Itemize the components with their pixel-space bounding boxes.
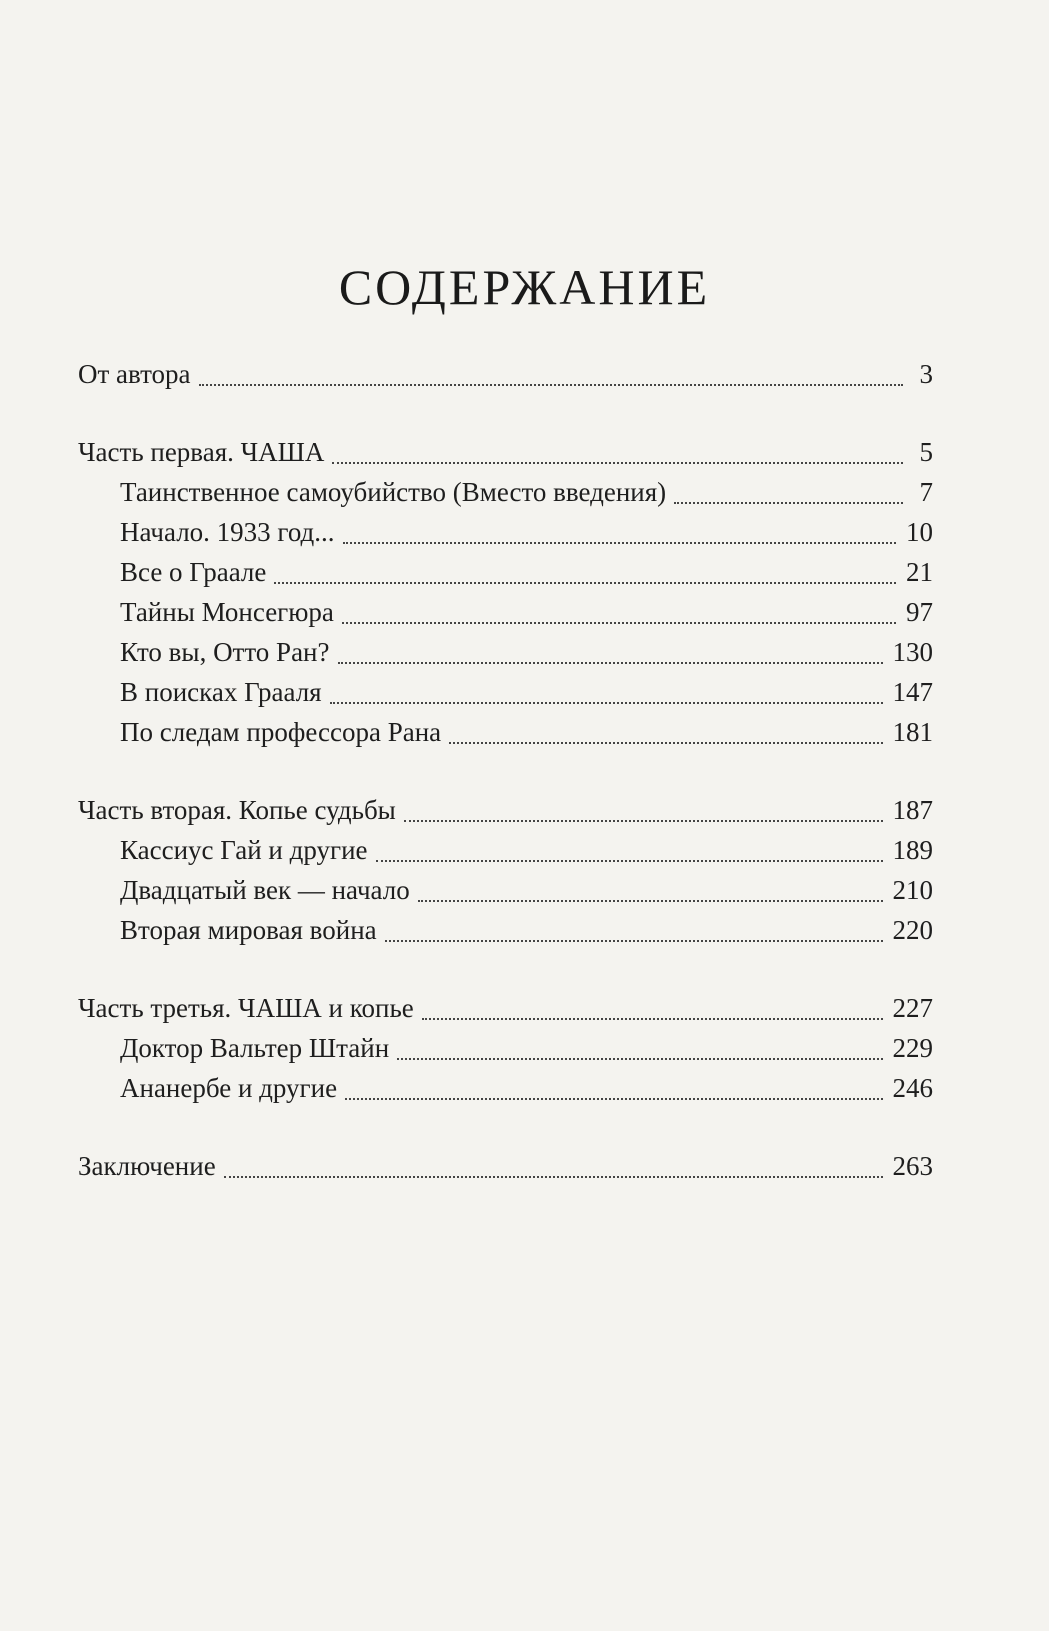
dot-leader <box>342 622 896 624</box>
toc-entry <box>78 354 933 394</box>
dot-leader <box>376 860 883 862</box>
toc-entry-title: Таинственное самоубийство (Вместо введения) <box>120 477 667 507</box>
toc-subentry <box>78 632 933 672</box>
toc-entry-title: Начало. 1933 год... <box>120 517 335 547</box>
toc-entry <box>78 1146 933 1186</box>
toc-entry-title: Кто вы, Отто Ран? <box>120 637 330 667</box>
toc-page-number: 189 <box>892 835 933 865</box>
toc-page-number: 97 <box>906 597 933 627</box>
dot-leader <box>404 820 883 822</box>
toc-subentry <box>78 830 933 870</box>
toc-page-number: 5 <box>919 437 933 467</box>
dot-leader <box>449 742 882 744</box>
dot-leader <box>674 502 903 504</box>
toc-page-number: 147 <box>892 677 933 707</box>
toc-entry-title: Все о Граале <box>120 557 267 587</box>
toc-entry-title: Ананербе и другие <box>120 1073 338 1103</box>
table-of-contents <box>78 354 933 1186</box>
dot-leader <box>385 940 883 942</box>
toc-entry-title: Часть вторая. Копье судьбы <box>78 795 396 825</box>
toc-subentry <box>78 712 933 752</box>
toc-page-number: 220 <box>892 915 933 945</box>
toc-spacer <box>78 950 933 988</box>
toc-spacer <box>78 394 933 432</box>
toc-entry <box>78 432 933 472</box>
toc-subentry <box>78 672 933 712</box>
toc-entry <box>78 988 933 1028</box>
toc-subentry <box>78 910 933 950</box>
dot-leader <box>199 384 903 386</box>
dot-leader <box>338 662 883 664</box>
toc-page-number: 21 <box>906 557 933 587</box>
toc-page-number: 3 <box>919 359 933 389</box>
toc-subentry <box>78 552 933 592</box>
toc-subentry <box>78 1068 933 1108</box>
page-title: СОДЕРЖАНИЕ <box>338 259 711 315</box>
toc-page-number: 246 <box>892 1073 933 1103</box>
toc-entry-title: Вторая мировая война <box>120 915 377 945</box>
toc-entry-title: В поисках Грааля <box>120 677 322 707</box>
toc-page-number: 227 <box>892 993 933 1023</box>
toc-entry-title: По следам профессора Рана <box>120 717 442 747</box>
dot-leader <box>418 900 883 902</box>
toc-subentry <box>78 592 933 632</box>
toc-entry-title: Тайны Монсегюра <box>120 597 334 627</box>
toc-page-number: 229 <box>892 1033 933 1063</box>
toc-entry-title: Кассиус Гай и другие <box>120 835 368 865</box>
toc-spacer <box>78 752 933 790</box>
toc-spacer <box>78 1108 933 1146</box>
toc-entry-title: Двадцатый век — начало <box>120 875 410 905</box>
dot-leader <box>343 542 896 544</box>
dot-leader <box>224 1176 883 1178</box>
dot-leader <box>332 462 903 464</box>
toc-entry-title: Доктор Вальтер Штайн <box>120 1033 390 1063</box>
dot-leader <box>345 1098 882 1100</box>
dot-leader <box>397 1058 882 1060</box>
dot-leader <box>330 702 883 704</box>
toc-subentry <box>78 1028 933 1068</box>
toc-subentry <box>78 512 933 552</box>
toc-page-number: 7 <box>919 477 933 507</box>
toc-page-number: 130 <box>892 637 933 667</box>
toc-page-number: 187 <box>892 795 933 825</box>
toc-subentry <box>78 472 933 512</box>
toc-entry-title: От автора <box>78 359 191 389</box>
toc-entry-title: Заключение <box>78 1151 216 1181</box>
toc-page-number: 263 <box>892 1151 933 1181</box>
dot-leader <box>274 582 896 584</box>
toc-entry-title: Часть третья. ЧАША и копье <box>78 993 414 1023</box>
toc-subentry <box>78 870 933 910</box>
toc-entry-title: Часть первая. ЧАША <box>78 437 325 467</box>
toc-page-number: 210 <box>892 875 933 905</box>
toc-page-number: 181 <box>892 717 933 747</box>
toc-page-number: 10 <box>906 517 933 547</box>
toc-entry <box>78 790 933 830</box>
dot-leader <box>422 1018 883 1020</box>
